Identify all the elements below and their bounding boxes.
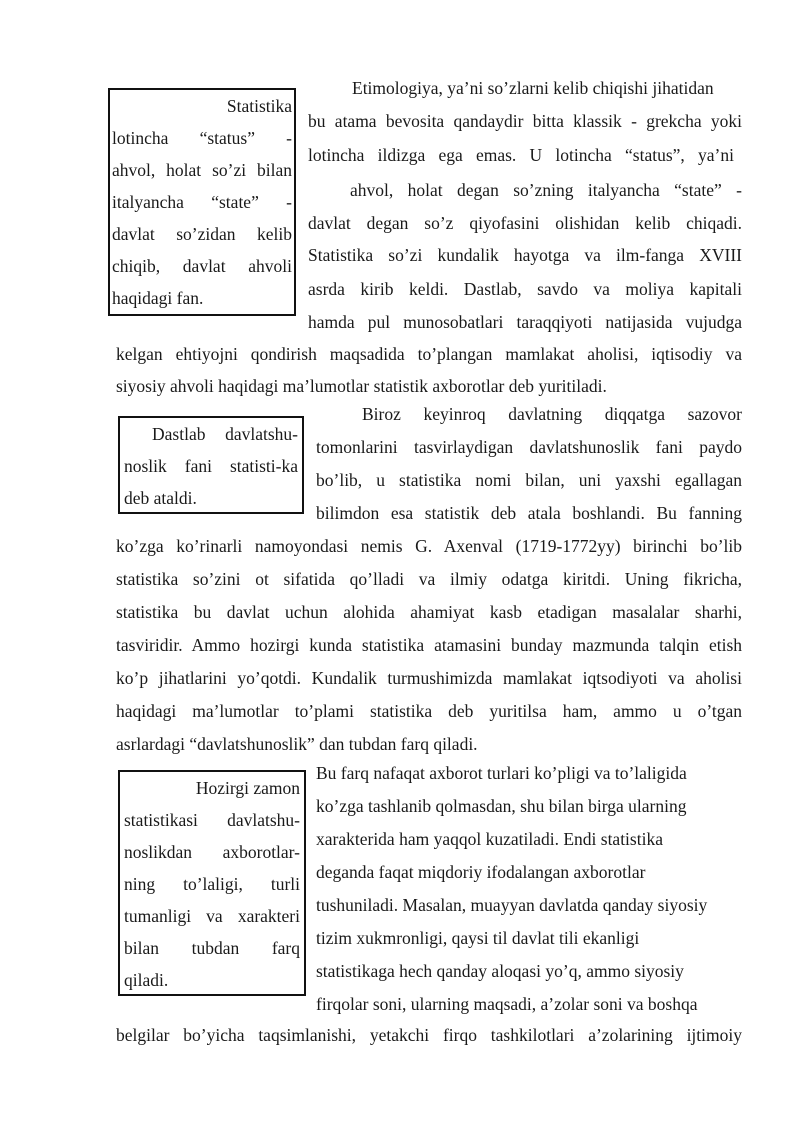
- body-text-line: tasviridir. Ammo hozirgi kunda statistika atamasini bunday mazmunda talqin etish: [116, 635, 742, 655]
- sidebar-note-line: noslikdan axborotlar-: [124, 842, 300, 862]
- body-text-line: ko’zga tashlanib qolmasdan, shu bilan birga ularning: [316, 796, 687, 816]
- body-text-line: asrlardagi “davlatshunoslik” dan tubdan farq qiladi.: [116, 734, 478, 754]
- body-text-line: ko’zga ko’rinarli namoyondasi nemis G. Axenval (1719-1772yy) birinchi bo’lib: [116, 536, 742, 556]
- body-text-line: deganda faqat miqdoriy ifodalangan axborotlar: [316, 862, 646, 882]
- body-text-line: statistika so’zini ot sifatida qo’lladi va ilmiy odatga kiritdi. Uning fikricha,: [116, 569, 742, 589]
- body-text-line: tomonlarini tasvirlaydigan davlatshunoslik fani paydo: [316, 437, 742, 457]
- body-text-line: davlat degan so’z qiyofasini olishidan kelib chiqadi.: [308, 213, 742, 233]
- sidebar-note-line: statistikasi davlatshu-: [124, 810, 300, 830]
- body-text-line: bo’lib, u statistika nomi bilan, uni yaxshi egallagan: [316, 470, 742, 490]
- body-text-line: firqolar soni, ularning maqsadi, a’zolar soni va boshqa: [316, 994, 698, 1014]
- sidebar-note-line: noslik fani statisti-ka: [124, 456, 298, 476]
- body-text-line: hamda pul munosobatlari taraqqiyoti natijasida vujudga: [308, 312, 742, 332]
- sidebar-note-box: [118, 416, 304, 514]
- body-text-line: Biroz keyinroq davlatning diqqatga sazovor: [362, 404, 742, 424]
- body-text-line: bu atama bevosita qandaydir bitta klassik - grekcha yoki: [308, 111, 742, 131]
- sidebar-note-line: ahvol, holat so’zi bilan: [112, 160, 292, 180]
- sidebar-note-line: tumanligi va xarakteri: [124, 906, 300, 926]
- sidebar-note-line: Dastlab davlatshu-: [152, 424, 298, 444]
- sidebar-note-line: lotincha “status” -: [112, 128, 292, 148]
- body-text-line: asrda kirib keldi. Dastlab, savdo va moliya kapitali: [308, 279, 742, 299]
- body-text-line: ahvol, holat degan so’zning italyancha “state” -: [350, 180, 742, 200]
- body-text-line: tushuniladi. Masalan, muayyan davlatda qanday siyosiy: [316, 895, 708, 915]
- body-text-line: siyosiy ahvoli haqidagi ma’lumotlar statistik axborotlar deb yuritiladi.: [116, 376, 607, 396]
- sidebar-note-box: [108, 88, 296, 316]
- sidebar-note-line: Hozirgi zamon: [195, 778, 300, 798]
- sidebar-note-line: davlat so’zidan kelib: [112, 224, 292, 244]
- body-text-line: belgilar bo’yicha taqsimlanishi, yetakchi firqo tashkilotlari a’zolarining ijtimoiy: [116, 1025, 742, 1045]
- sidebar-note-line: italyancha “state” -: [112, 192, 292, 212]
- body-text-line: bilimdon esa statistik deb atala boshlandi. Bu fanning: [316, 503, 742, 523]
- sidebar-note-line: bilan tubdan farq: [124, 938, 300, 958]
- body-text-line: lotincha ildizga ega emas. U lotincha “status”, ya’ni: [308, 145, 734, 165]
- sidebar-note-line: qiladi.: [124, 970, 169, 990]
- sidebar-note-line: haqidagi fan.: [112, 288, 204, 308]
- body-text-line: Etimologiya, ya’ni so’zlarni kelib chiqishi jihatidan: [352, 78, 714, 98]
- body-text-line: kelgan ehtiyojni qondirish maqsadida to’plangan mamlakat aholisi, iqtisodiy va: [116, 344, 742, 364]
- body-text-line: ko’p jihatlarini yo’qotdi. Kundalik turmushimizda mamlakat iqtsodiyoti va aholisi: [116, 668, 742, 688]
- sidebar-note-line: Statistika: [226, 96, 292, 116]
- body-text-line: xarakterida ham yaqqol kuzatiladi. Endi statistika: [316, 829, 663, 849]
- body-text-line: Statistika so’zi kundalik hayotga va ilm-fanga XVIII: [308, 245, 742, 265]
- body-text-line: statistikaga hech qanday aloqasi yo’q, ammo siyosiy: [316, 961, 684, 981]
- sidebar-note-line: ning to’laligi, turli: [124, 874, 300, 894]
- body-text-line: Bu farq nafaqat axborot turlari ko’pligi va to’laligida: [316, 763, 687, 783]
- body-text-line: statistika bu davlat uchun alohida ahamiyat kasb etadigan masalalar sharhi,: [116, 602, 742, 622]
- sidebar-note-box: [118, 770, 306, 996]
- body-text-line: haqidagi ma’lumotlar to’plami statistika deb yuritilsa ham, ammo u o’tgan: [116, 701, 742, 721]
- sidebar-note-line: chiqib, davlat ahvoli: [112, 256, 292, 276]
- body-text-line: tizim xukmronligi, qaysi til davlat tili ekanligi: [316, 928, 640, 948]
- sidebar-note-line: deb ataldi.: [124, 488, 197, 508]
